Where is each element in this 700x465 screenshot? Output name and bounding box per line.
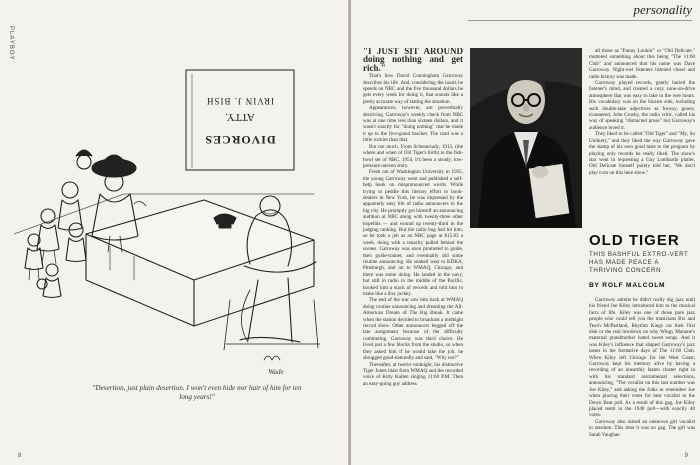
section-header: [468, 2, 692, 21]
left-page: [0, 0, 349, 465]
article-paragraph: Fresh out of Washington University in 1935, the young Garroway went and published a self-help book on mispronounced words. While trying to peddle this literary effort to book-dealers in New York, he was impressed by the apparently easy life of radio announcers in the big city. He promptly got himself an announcing audition at NBC along with twenty-three other hopefuls — and wound up twenty-third in the judging ranking. But the radio bug had bit him, so he took a job as an NBC page at $15.83 a week, doing with a tenacity pulled behind the scenes. Garroway was soon promoted to guide, then guide-trainer, and eventually did some routine announcing. He snaked west to KDKA, Pittsburgh, and on to WMAQ, Chicago, and there was some doing. He landed in the navy, but still in radio in the middle of the Pacific, hooked him a stack of records and told him to make like a disc jockey.: [363, 169, 463, 298]
article-paragraph: But not much. From Schenectady, 1913, (the where and when of Old Tiger's birth) to the fish-bowl set of NBC, 1954, it's been a steady, low-pressure uneven story.: [363, 143, 463, 169]
article-column-3: [589, 297, 695, 457]
masthead: PLAYBOY: [8, 26, 14, 61]
page-number-left: 8: [18, 453, 22, 459]
article-paragraph: Garroway played records, gently buried the listener's mind, and created a cozy zone-on-drive atmosphere that was easy to take in the wee hours. His vocabulary was on the bizarre side, including such double-take adjectives as frowzy, gooey, troussered, John Crosby, the radio critic, called his way of speaking "distracted prose" but Garroway's audience loved it.: [589, 80, 695, 131]
cartoon-caption: "Desertion, just plain desertion. I won't even hide nor hair of him for ten long years!": [92, 384, 302, 401]
door-sign-line-1: DIVORCES: [204, 133, 276, 147]
article-byline: BY ROLF MALCOLM: [589, 282, 666, 289]
article-paragraph: all those as "Funny Lookin'" or "Old Delicate," muttered something about this being "The 11:60 Club" and announced that his name was Dave Garroway. Night-owl listeners listened closer and radio history was made.: [589, 48, 695, 80]
article-column-1: [363, 48, 463, 448]
article-paragraph: Thereafter, at twelve midnight, his distinctive Tiger Jones blast from WMAQ and the recorded voice of Kitty Kallen singing 11:60 P.M. Then an easy-going guy address: [363, 361, 463, 387]
article-paragraph: Garroway also rained an unknown girl vocalist to stardom. This time it was no gag. The girl was Sarah Vaughan: [589, 418, 695, 438]
article-dek: THIS BASHFUL EXTRO-VERT HAS MADE PEACE A THRIVING CONCERN: [589, 251, 689, 274]
page-number-right: 9: [684, 453, 688, 459]
article-title: OLD TIGER: [589, 232, 680, 249]
door-sign-line-3: IRVIN J. BISH: [205, 96, 275, 106]
door-sign-line-2: ATTY.: [225, 111, 255, 123]
article-paragraph: They liked to be called "Old Tiger" and "My, So Unlikety," and they liked the way Garroway gave the stamp of his own good taste to the program by playing only records he really liked. The show's star went in requesting a Guy Lombardo platter, Old Delicate himself purely told her, "We don't play corn on this here show.": [589, 131, 695, 176]
cartoon-illustration: [14, 44, 334, 380]
section-label: personality: [633, 2, 692, 17]
right-page: [351, 0, 700, 465]
article-column-2: [589, 48, 695, 208]
article-paragraph: That's how David Cunningham Garroway describes his life. And, considering the hours he spends on NBC and the five thousand dollars he gets every week for doing it, that sounds like a pretty accurate way of stating the situation.: [363, 73, 463, 105]
article-paragraph: Appearances, however, are proverbially deceiving. Garroway's weekly check from NBC was at one time less than sixteen dollars, and it wasn't exactly for "doing nothing" that he made it up to the five-grand bracket. The road was a little rockier than that.: [363, 105, 463, 144]
article-paragraph: The end of the war saw him back at WMAQ doing routine announcing and dreaming the All-American Dream of The Big Break. It came when the station decided to broadcast a midnight record show. Other announcers begged off the late assignment because of the difficulty commuting. Garroway was third choice. He lived just a few blocks from the studio, so when they asked him if he would take the job, he shrugged good-naturedly and said, "Why not?": [363, 297, 463, 362]
article-paragraph: Garroway admits he didn't really dig jazz until his friend Joe Kiley introduced him to the musical facts of life. Kiley was one of those pure jazz people who could tell you the musicians Bix and Tesch McPartland, Rhythm Kings cut their first disk or the real lowdown on why Wingy Manone's maternal grandmother hated sweet songs. And it was Kiley's influence that shaped Garroway's jazz tastes in the formative days of The 11:60 Club. When Kiley left Chicago for the West Coast, Garroway kept his memory alive by having a recording of an unearthly fasten cluster right in with his standard instrumental selections, announcing, "The vocalist on this last number was Joe Kiley," and asking the folks to remember Joe when placing their votes for best vocalist in the Down Beat poll. As a result of this gag, Joe Kiley placed tenth in the 1948 poll—with exactly 40 votes.: [589, 297, 695, 419]
article-paragraph: "I JUST SIT AROUND doing nothing and get rich.": [363, 48, 463, 73]
cartoon-signature: Wade: [268, 368, 284, 376]
portrait-photo: [470, 48, 582, 228]
